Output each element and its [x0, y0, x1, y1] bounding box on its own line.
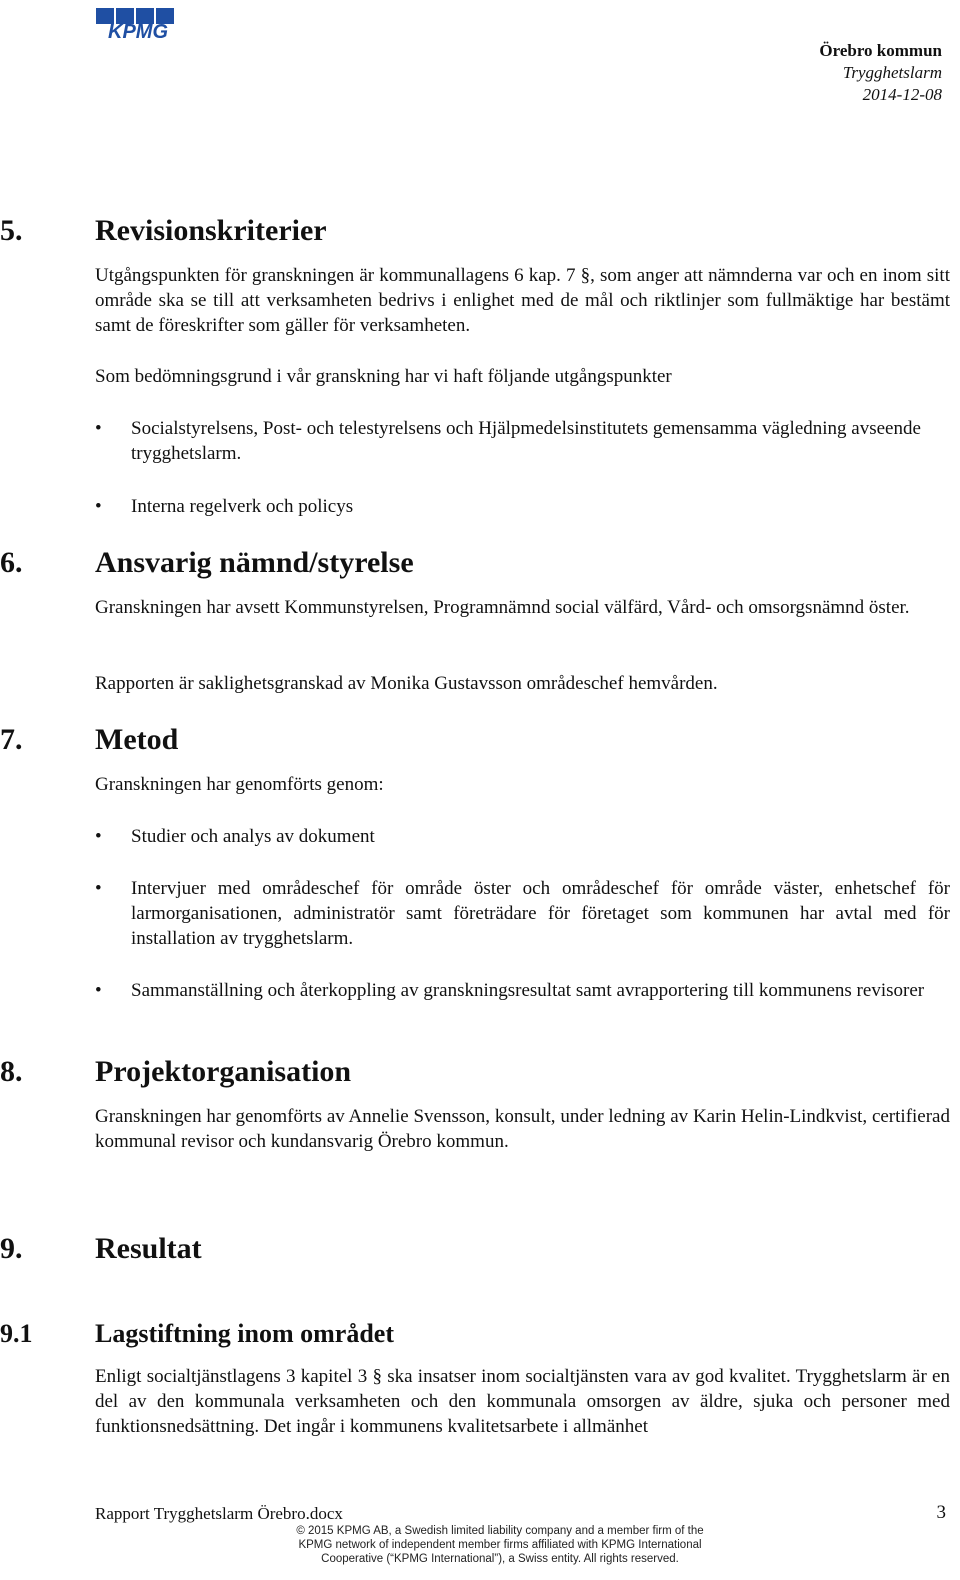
- section-8-heading: [0, 1054, 351, 1090]
- section-number: 7.: [0, 723, 23, 756]
- section-7-heading: [0, 722, 178, 758]
- paragraph: Enligt socialtjänstlagens 3 kapitel 3 § ska insatser inom socialtjänsten vara av god kvalitet. Trygghetslarm är en del av den kommunala verksamheten och den kommunala omsorgen av äldre, sjuka och personer med funktionsnedsättning. Det ingår i kommunens kvalitetsarbete i allmänhet: [95, 1366, 950, 1437]
- header-date: 2014-12-08: [862, 85, 942, 104]
- bullet-icon: •: [95, 980, 102, 1001]
- section-title: Lagstiftning inom området: [95, 1319, 394, 1348]
- section-title: Resultat: [95, 1232, 202, 1265]
- list-item: • Studier och analys av dokument: [95, 826, 375, 847]
- bullet-icon: •: [95, 496, 102, 517]
- paragraph: Granskningen har avsett Kommunstyrelsen, Programnämnd social välfärd, Vård- och omsorgsnämnd öster.: [95, 597, 910, 618]
- header-organization: Örebro kommun: [819, 41, 942, 60]
- section-5-heading: [0, 213, 327, 249]
- section-number: 5.: [0, 214, 23, 247]
- list-item: • Sammanställning och återkoppling av granskningsresultat samt avrapportering till kommunens revisorer: [95, 980, 925, 1001]
- paragraph: Granskningen har genomförts av Annelie Svensson, konsult, under ledning av Karin Helin-Lindkvist, certifierad kommunal revisor och kundansvarig Örebro kommun.: [95, 1106, 950, 1152]
- section-number: 9.1: [0, 1319, 33, 1348]
- section-9-1-heading: [0, 1318, 394, 1350]
- section-6-heading: [0, 545, 414, 581]
- list-item: • Socialstyrelsens, Post- och telestyrelsens och Hjälpmedelsinstitutets gemensamma vägledning avseende trygghetslarm.: [95, 418, 921, 464]
- section-title: Revisionskriterier: [95, 214, 327, 247]
- bullet-icon: •: [95, 878, 102, 899]
- paragraph: Utgångspunkten för granskningen är kommunallagens 6 kap. 7 §, som anger att nämnderna var och en inom sitt område ska se till att verksamheten bedrivs i enlighet med de mål och riktlinjer som fullmäktige har bestämt samt de föreskrifter som gäller för verksamheten.: [95, 265, 950, 336]
- section-9-heading: [0, 1231, 202, 1267]
- footer-filename: Rapport Trygghetslarm Örebro.docx: [95, 1504, 343, 1523]
- paragraph: Som bedömningsgrund i vår granskning har vi haft följande utgångspunkter: [95, 366, 672, 387]
- section-title: Ansvarig nämnd/styrelse: [95, 546, 414, 579]
- section-title: Metod: [95, 723, 179, 756]
- document-header: [819, 40, 942, 106]
- section-number: 6.: [0, 546, 23, 579]
- paragraph: Rapporten är saklighetsgranskad av Monika Gustavsson områdeschef hemvården.: [95, 673, 718, 694]
- page-number: 3: [936, 1502, 946, 1523]
- list-item: • Intervjuer med områdeschef för område öster och områdeschef för område väster, enhetschef för larmorganisationen, administratör samt företrädare för företaget som kommunen har avtal med för installation av trygghetslarm.: [95, 878, 950, 949]
- kpmg-logo: [92, 6, 184, 42]
- bullet-icon: •: [95, 826, 102, 847]
- section-number: 9.: [0, 1232, 23, 1265]
- section-number: 8.: [0, 1055, 23, 1088]
- bullet-icon: •: [95, 418, 102, 439]
- copyright-notice: © 2015 KPMG AB, a Swedish limited liability company and a member firm of the KPMG network of independent member firms affiliated with KPMG International Cooperative (“KPMG International”), a Swiss entity. All rights reserved.: [296, 1525, 704, 1565]
- section-title: Projektorganisation: [95, 1055, 352, 1088]
- logo-text: KPMG: [108, 21, 168, 42]
- header-subtitle: Trygghetslarm: [842, 63, 942, 82]
- paragraph: Granskningen har genomförts genom:: [95, 774, 384, 795]
- list-item: • Interna regelverk och policys: [95, 496, 354, 517]
